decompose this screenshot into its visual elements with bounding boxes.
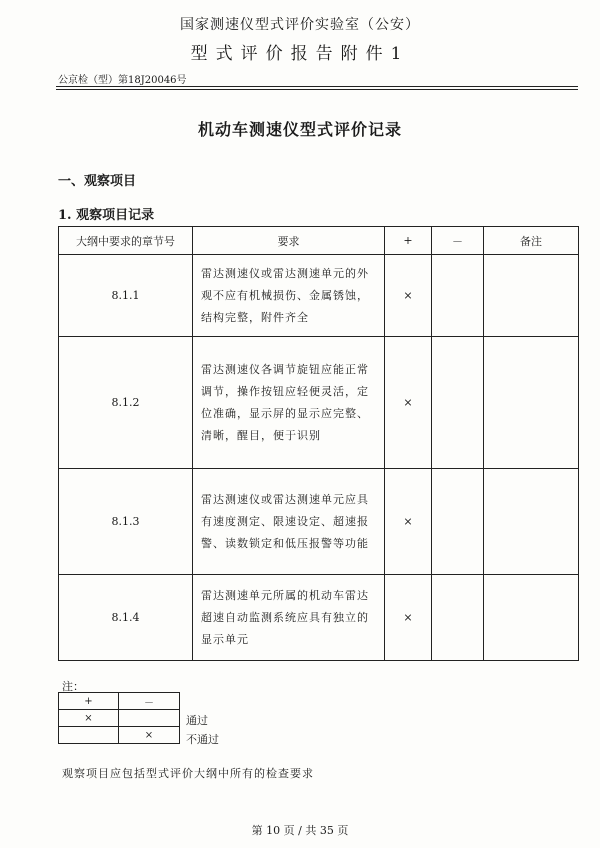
minus-cell (432, 337, 484, 469)
col-header-requirement: 要求 (193, 227, 385, 255)
legend-label: 注： (62, 680, 84, 693)
footnote: 观察项目应包括型式评价大纲中所有的检查要求 (62, 767, 314, 780)
legend-table (58, 692, 180, 744)
report-title: 型式评价报告附件1 (190, 44, 410, 64)
header-rule-double (56, 89, 578, 90)
col-header-note: 备注 (484, 227, 579, 255)
plus-cell: × (385, 469, 432, 575)
legend-minus-cell (119, 710, 180, 727)
col-header-minus: － (432, 227, 484, 255)
clause-cell: 8.1.2 (59, 337, 193, 469)
legend-row (59, 727, 180, 744)
section-heading: 一、观察项目 (58, 174, 137, 189)
requirement-cell: 雷达测速仪或雷达测速单元的外观不应有机械损伤、金属锈蚀，结构完整，附件齐全 (193, 255, 385, 337)
observation-table (58, 226, 579, 661)
col-header-plus: + (385, 227, 432, 255)
table-row (59, 469, 579, 575)
table-header-row (59, 227, 579, 255)
clause-cell: 8.1.3 (59, 469, 193, 575)
note-cell (484, 337, 579, 469)
legend-pass-text: 通过 (186, 714, 208, 727)
note-cell (484, 575, 579, 661)
subsection-heading: 1. 观察项目记录 (58, 208, 155, 223)
minus-cell (432, 575, 484, 661)
clause-cell: 8.1.4 (59, 575, 193, 661)
page-number: 第 10 页 / 共 35 页 (251, 824, 349, 837)
plus-cell: × (385, 337, 432, 469)
table-row (59, 575, 579, 661)
legend-header-minus: － (119, 693, 180, 710)
legend-header-row (59, 693, 180, 710)
plus-cell: × (385, 575, 432, 661)
document-number: 公京检（型）第18J20046号 (58, 75, 187, 86)
minus-cell (432, 469, 484, 575)
requirement-cell: 雷达测速仪各调节旋钮应能正常调节，操作按钮应轻便灵活，定位准确，显示屏的显示应完整、清晰，醒目，便于识别 (193, 337, 385, 469)
plus-cell: × (385, 255, 432, 337)
legend-fail-text: 不通过 (186, 733, 219, 746)
table-row (59, 337, 579, 469)
legend-row (59, 710, 180, 727)
table-row (59, 255, 579, 337)
col-header-clause: 大纲中要求的章节号 (59, 227, 193, 255)
clause-cell: 8.1.1 (59, 255, 193, 337)
lab-name: 国家测速仪型式评价实验室（公安） (180, 17, 420, 33)
note-cell (484, 255, 579, 337)
legend-header-plus: + (59, 693, 119, 710)
requirement-cell: 雷达测速单元所属的机动车雷达超速自动监测系统应具有独立的显示单元 (193, 575, 385, 661)
legend-plus-cell: × (59, 710, 119, 727)
requirement-cell: 雷达测速仪或雷达测速单元应具有速度测定、限速设定、超速报警、读数锁定和低压报警等功能 (193, 469, 385, 575)
header-rule (56, 86, 578, 87)
legend-plus-cell (59, 727, 119, 744)
note-cell (484, 469, 579, 575)
minus-cell (432, 255, 484, 337)
legend-minus-cell: × (119, 727, 180, 744)
record-title: 机动车测速仪型式评价记录 (197, 120, 402, 139)
